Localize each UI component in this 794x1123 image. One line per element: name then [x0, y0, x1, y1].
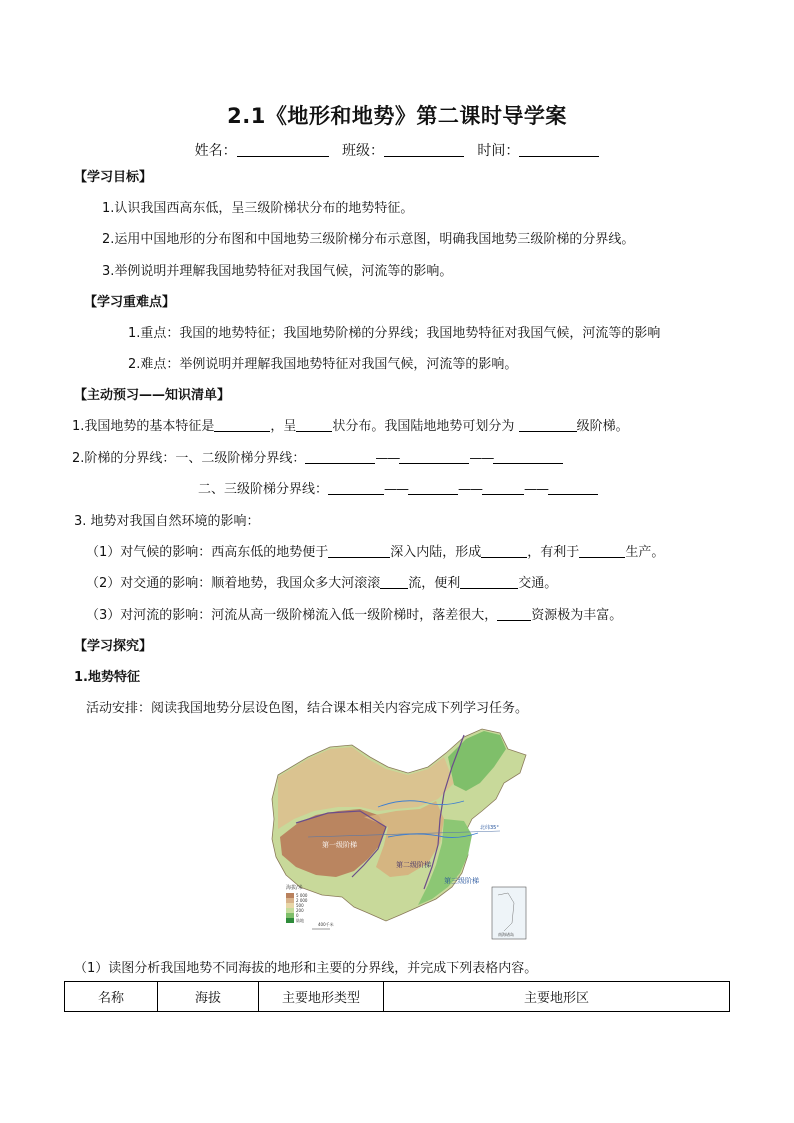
terrain-map	[268, 727, 530, 942]
scale-label: 400千米	[318, 922, 334, 927]
explore-sub1: 1.地势特征	[74, 670, 140, 685]
terrain-table	[64, 981, 730, 1012]
legend-item: 200	[296, 908, 304, 913]
q3-2-blank-1[interactable]	[380, 575, 408, 589]
time-label: 时间：	[477, 143, 520, 159]
q1-blank-1[interactable]	[214, 418, 270, 432]
task1-text: （1）读图分析我国地势不同海拔的地形和主要的分界线，并完成下列表格内容。	[74, 961, 538, 976]
activity-text: 活动安排：阅读我国地势分层设色图，结合课本相关内容完成下列学习任务。	[86, 701, 529, 716]
legend-item: 陆地	[296, 918, 304, 923]
dash: ——	[375, 451, 400, 466]
map-legend	[286, 893, 308, 923]
q3-1-text-d: 生产。	[625, 545, 665, 560]
legend-item: 5 000	[296, 893, 308, 898]
dash: ——	[458, 482, 483, 497]
q2b-blank-2[interactable]	[408, 481, 458, 495]
preview-q2	[72, 447, 563, 466]
q3-3-blank-1[interactable]	[497, 607, 531, 621]
q3-1-blank-2[interactable]	[481, 544, 527, 558]
china-terrain-map-svg	[268, 727, 530, 942]
key-point-item: 2.难点：举例说明并理解我国地势特征对我国气候，河流等的影响。	[128, 357, 518, 372]
name-blank[interactable]	[237, 142, 329, 157]
dash: ——	[469, 451, 494, 466]
legend-item: 0	[296, 913, 299, 918]
q2b-blank-3[interactable]	[482, 481, 524, 495]
q1-blank-3[interactable]	[519, 418, 577, 432]
class-label: 班级：	[342, 143, 384, 159]
time-blank[interactable]	[519, 142, 599, 157]
q2-text-a: 2.阶梯的分界线：一、二级阶梯分界线：	[72, 451, 306, 466]
table-header-row	[65, 982, 730, 1012]
name-label: 姓名：	[194, 143, 237, 159]
legend-item: 2 000	[296, 898, 308, 903]
latitude-label: 北纬35°	[480, 825, 499, 831]
q3-2-blank-2[interactable]	[460, 575, 518, 589]
preview-q3: 3. 地势对我国自然环境的影响：	[74, 514, 260, 529]
preview-q3-1	[86, 541, 664, 560]
table-header-cell: 名称	[65, 982, 158, 1012]
q3-2-text-b: 流，便利	[408, 576, 461, 591]
q3-2-text-a: （2）对交通的影响：顺着地势，我国众多大河滚滚	[86, 576, 381, 591]
key-point-item: 1.重点：我国的地势特征；我国地势阶梯的分界线；我国地势特征对我国气候，河流等的影响	[128, 326, 661, 341]
preview-q1	[72, 415, 629, 434]
table-header-cell: 海拔	[158, 982, 259, 1012]
goals-header: 【学习目标】	[74, 170, 153, 185]
q3-1-blank-3[interactable]	[579, 544, 625, 558]
table-header-cell: 主要地形区	[384, 982, 730, 1012]
preview-q3-2	[86, 572, 557, 591]
q3-3-text-a: （3）对河流的影响：河流从高一级阶梯流入低一级阶梯时，落差很大，	[86, 608, 498, 623]
q2b-blank-4[interactable]	[548, 481, 598, 495]
q1-text-b: ，呈	[270, 419, 297, 434]
legend-item: 500	[296, 903, 304, 908]
legend-title: 海拔/米	[286, 885, 303, 891]
preview-q2-b	[198, 478, 598, 497]
q2-blank-1[interactable]	[305, 450, 375, 464]
explore-header: 【学习探究】	[74, 639, 153, 654]
step1-label: 第一级阶梯	[322, 841, 357, 849]
step2-label: 第二级阶梯	[396, 861, 431, 869]
goal-item: 3.举例说明并理解我国地势特征对我国气候，河流等的影响。	[102, 264, 453, 279]
q3-2-text-c: 交通。	[518, 576, 558, 591]
q3-1-text-a: （1）对气候的影响：西高东低的地势便于	[86, 545, 329, 560]
goal-item: 1.认识我国西高东低，呈三级阶梯状分布的地势特征。	[102, 201, 414, 216]
q3-3-text-b: 资源极为丰富。	[531, 608, 623, 623]
q1-text-d: 级阶梯。	[576, 419, 629, 434]
name-bar	[0, 140, 794, 160]
q3-1-text-c: ，有利于	[527, 545, 580, 560]
q2-blank-2[interactable]	[399, 450, 469, 464]
preview-header: 【主动预习——知识清单】	[74, 388, 231, 403]
q1-text-c: 状分布。我国陆地地势可划分为	[332, 419, 515, 434]
q2b-blank-1[interactable]	[328, 481, 384, 495]
q3-1-text-b: 深入内陆，形成	[390, 545, 482, 560]
step3-label: 第三级阶梯	[444, 877, 479, 885]
q1-blank-2[interactable]	[296, 418, 332, 432]
inset-label: 南海诸岛	[498, 932, 514, 937]
dash: ——	[384, 482, 409, 497]
goal-item: 2.运用中国地形的分布图和中国地势三级阶梯分布示意图，明确我国地势三级阶梯的分界线。	[102, 232, 635, 247]
table-header-cell: 主要地形类型	[259, 982, 384, 1012]
class-blank[interactable]	[384, 142, 464, 157]
q1-text-a: 1.我国地势的基本特征是	[72, 419, 215, 434]
q3-1-blank-1[interactable]	[328, 544, 390, 558]
preview-q3-3	[86, 604, 622, 623]
q2-text-b: 二、三级阶梯分界线：	[198, 482, 329, 497]
key-points-header: 【学习重难点】	[84, 295, 176, 310]
page-title: 2.1《地形和地势》第二课时导学案	[227, 104, 567, 128]
dash: ——	[524, 482, 549, 497]
q2-blank-3[interactable]	[493, 450, 563, 464]
